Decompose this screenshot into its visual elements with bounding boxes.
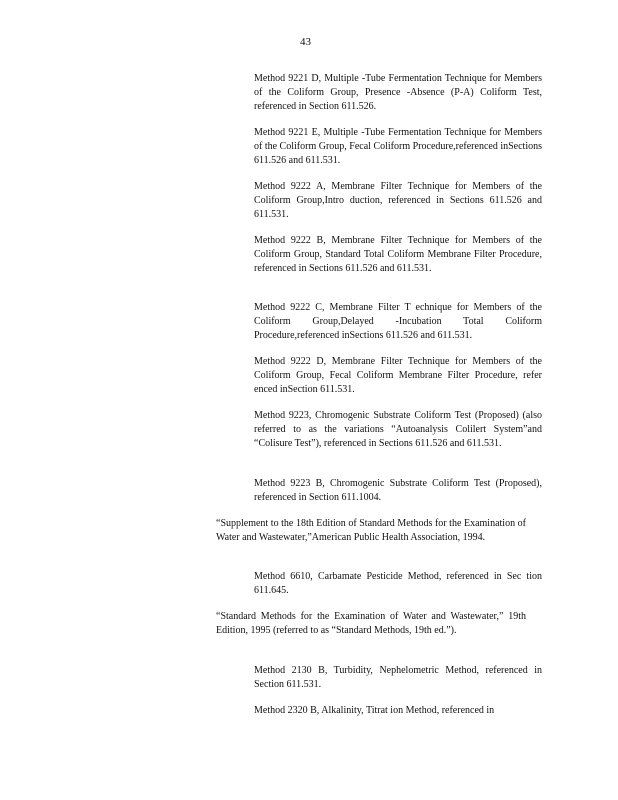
method-2130b-paragraph: Method 2130 B, Turbidity, Nephelometric Method, referenced in Section 611.531. xyxy=(254,665,542,690)
method-9223b-paragraph: Method 9223 B, Chromogenic Substrate Coliform Test (Proposed), referenced in Section 611.1004. xyxy=(254,478,542,503)
method-6610-paragraph: Method 6610, Carbamate Pesticide Method, referenced in Sec tion 611.645. xyxy=(254,571,542,596)
method-9222d-paragraph: Method 9222 D, Membrane Filter Technique for Members of the Coliform Group, Fecal Coliform Membrane Filter Procedure, refer enced inSection 611.531. xyxy=(254,356,542,395)
method-2320b-paragraph: Method 2320 B, Alkalinity, Titrat ion Method, referenced in xyxy=(254,705,495,716)
standard-methods-19th-edition-paragraph: “Standard Methods for the Examination of Water and Wastewater,” 19th Edition, 1995 (referred to as “Standard Methods, 19th ed.”). xyxy=(216,611,526,636)
method-9222c-paragraph: Method 9222 C, Membrane Filter T echnique for Members of the Coliform Group,Delayed -Incubation Total Coliform Procedure,referenced inSections 611.526 and 611.531. xyxy=(254,302,542,341)
page-number: 43 xyxy=(300,36,311,48)
supplement-18th-edition-paragraph: “Supplement to the 18th Edition of Standard Methods for the Examination of Water and Wastewater,”American Public Health Association, 1994. xyxy=(216,518,526,543)
method-9222b-paragraph: Method 9222 B, Membrane Filter Technique for Members of the Coliform Group, Standard Total Coliform Membrane Filter Procedure, referenced in Sections 611.526 and 611.531. xyxy=(254,235,542,274)
method-9223-paragraph: Method 9223, Chromogenic Substrate Coliform Test (Proposed) (also referred to as the variations “Autoanalysis Colilert System”and “Colisure Test”), referenced in Sections 611.526 and 611.531. xyxy=(254,410,542,449)
method-9221d-paragraph: Method 9221 D, Multiple -Tube Fermentation Technique for Members of the Coliform Group, Presence -Absence (P-A) Coliform Test, referenced in Section 611.526. xyxy=(254,73,542,112)
method-9222a-paragraph: Method 9222 A, Membrane Filter Technique for Members of the Coliform Group,Intro duction, referenced in Sections 611.526 and 611.531. xyxy=(254,181,542,220)
method-9221e-paragraph: Method 9221 E, Multiple -Tube Fermentation Technique for Members of the Coliform Group, Fecal Coliform Procedure,referenced inSections 611.526 and 611.531. xyxy=(254,127,542,166)
